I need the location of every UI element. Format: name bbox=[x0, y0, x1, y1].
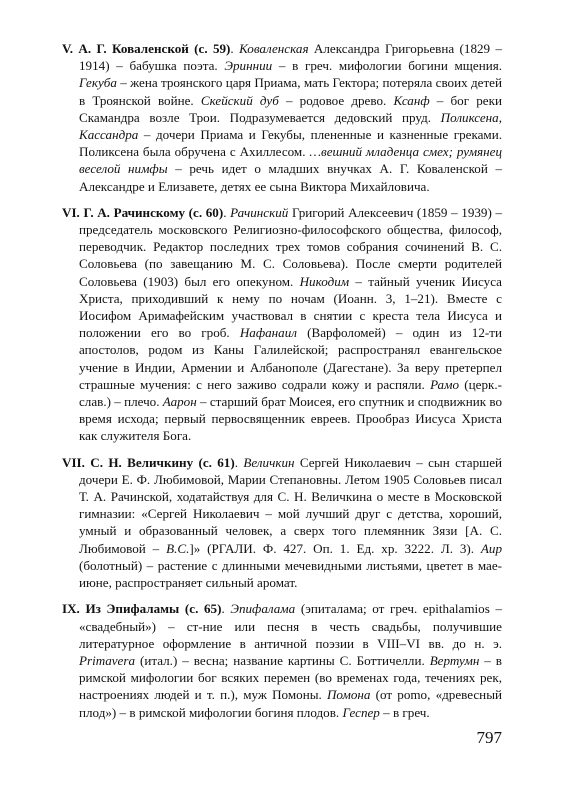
glossed-term: Вертумн bbox=[429, 652, 480, 668]
glossed-term: Аарон bbox=[162, 394, 197, 410]
glossed-term: Помона bbox=[326, 687, 371, 703]
entry-text: ]» (РГАЛИ. Ф. 427. Оп. 1. Ед. хр. 3222. Л. 3). bbox=[189, 540, 481, 556]
glossed-term: Эпифалама bbox=[230, 601, 296, 617]
commentary-entries bbox=[62, 40, 502, 730]
entry-text: – речь идет о младших внучках А. Г. Коваленской – Александре и Елизавете, детях ее сына Виктора Михайловича. bbox=[79, 161, 503, 194]
entry-text: (эпиталама; от греч. epithalamios – «свадебный») – ст-ние или песня в честь свадьбы, получившие литературное оформление в античной поэзии в VIII–VI вв. до н. э. bbox=[79, 601, 503, 651]
entry-text: . bbox=[223, 204, 231, 220]
entry-text: (церк.-слав.) – плечо. bbox=[79, 376, 502, 410]
commentary-entry bbox=[62, 600, 502, 720]
entry-heading: IX. Из Эпифаламы (с. 65) bbox=[62, 601, 222, 617]
entry-text: (Варфоломей) – один из 12-ти апостолов, родом из Каны Галилейской; распространял евангельское учение в Индии, Армении и Албанополе (Дагестане). За веру претерпел страшные мучения: с него заживо содрали кожу и распяли. bbox=[79, 325, 502, 392]
entry-text: (итал.) – весна; название картины С. Боттичелли. bbox=[135, 652, 430, 668]
entry-text: Сергей Николаевич – сын старшей дочери Е. Ф. Любимовой, Марии Степановны. Летом 1905 Соловьев писал Т. А. Рачинской, ходатайствуя для С. Н. Величкина о месте в Московской гимназии: «Сергей Николаевич – мой лучший друг с детства, хороший, умный и образованный человек, а сверх того племянник Зязи [А. С. Любимовой – bbox=[79, 454, 503, 556]
glossed-term: Величкин bbox=[243, 454, 295, 470]
glossed-term: Нафанаил bbox=[239, 325, 297, 341]
entry-text: Александра Григорьевна (1829 – 1914) – бабушка поэта. bbox=[79, 41, 503, 74]
glossed-term: Геспер bbox=[342, 704, 380, 720]
glossed-term: Рачинский bbox=[230, 204, 289, 220]
glossed-term: В.С. bbox=[166, 540, 190, 556]
commentary-entry bbox=[62, 204, 502, 445]
entry-text: – в греч. мифологии богини мщения. bbox=[272, 58, 503, 74]
commentary-entry bbox=[62, 454, 502, 592]
glossed-term: Поликсена, Кассандра bbox=[79, 109, 502, 143]
entry-text: . bbox=[230, 41, 240, 56]
entry-text: – жена троянского царя Приама, мать Гектора; потеряла своих детей в Троянской войне. bbox=[79, 75, 502, 108]
commentary-entry bbox=[62, 40, 502, 195]
glossed-term: Рамо bbox=[430, 376, 460, 392]
entry-text: – бог реки Скамандра возле Трои. Подразумевается дедовский пруд. bbox=[79, 92, 502, 125]
glossed-term: Скейский дуб bbox=[200, 92, 279, 108]
glossed-term: Ксанф bbox=[393, 92, 430, 108]
entry-text: . bbox=[221, 601, 231, 617]
entry-heading: VII. С. Н. Величкину (с. 61) bbox=[62, 454, 235, 470]
glossed-term: Никодим bbox=[299, 273, 350, 289]
entry-text: . bbox=[234, 454, 244, 470]
glossed-term: Гекуба bbox=[79, 75, 117, 91]
glossed-term: …вешний младенца смех; румянец веселой нимфы bbox=[79, 144, 502, 177]
entry-text: (болотный) – растение с длинными мечевидными листьями, цветет в мае-июне, распространяет сильный аромат. bbox=[79, 557, 502, 591]
entry-text: Григорий Алексеевич (1859 – 1939) – председатель московского Религиозно-философского общества, философ, переводчик. Редактор последних трех томов собрания сочинений В. С. Соловьева (по завещанию М. С. Соловьева). После смерти родителей Соловьева (1903) был его опекуном. bbox=[79, 204, 503, 289]
entry-heading: VI. Г. А. Рачинскому (с. 60) bbox=[62, 204, 224, 220]
entry-text: – родовое древо. bbox=[278, 92, 394, 108]
entry-text: – старший брат Моисея, его спутник и сподвижник во время исхода; первый первосвященник евреев. Прообраз Иисуса Христа как служителя Бога. bbox=[79, 394, 503, 444]
glossed-term: Коваленская bbox=[239, 41, 309, 56]
entry-text: – в греч. bbox=[379, 704, 430, 720]
entry-text: (от pomo, «древесный плод») – в римской мифологии богиня плодов. bbox=[79, 687, 502, 720]
page-number: 797 bbox=[476, 728, 502, 747]
entry-text: – в римской мифологии бог всяких перемен (во временах года, течениях рек, настроениях людей и т. п.), муж Помоны. bbox=[79, 652, 502, 703]
glossed-term: Primavera bbox=[79, 652, 136, 668]
entry-heading: V. А. Г. Коваленской (с. 59) bbox=[62, 41, 231, 56]
entry-text: – тайный ученик Иисуса Христа, приходивший к нему по ночам (Иоанн. 3, 1–21). Вместе с Иосифом Аримафейским участвовал в снятии с креста тела Иисуса и положении его во гроб. bbox=[79, 273, 502, 341]
entry-text: – дочери Приама и Гекубы, плененные и казненные греками. Поликсена была обручена с Ахиллесом. bbox=[79, 127, 502, 160]
glossed-term: Эриннии bbox=[224, 58, 273, 74]
glossed-term: Аир bbox=[480, 540, 503, 556]
